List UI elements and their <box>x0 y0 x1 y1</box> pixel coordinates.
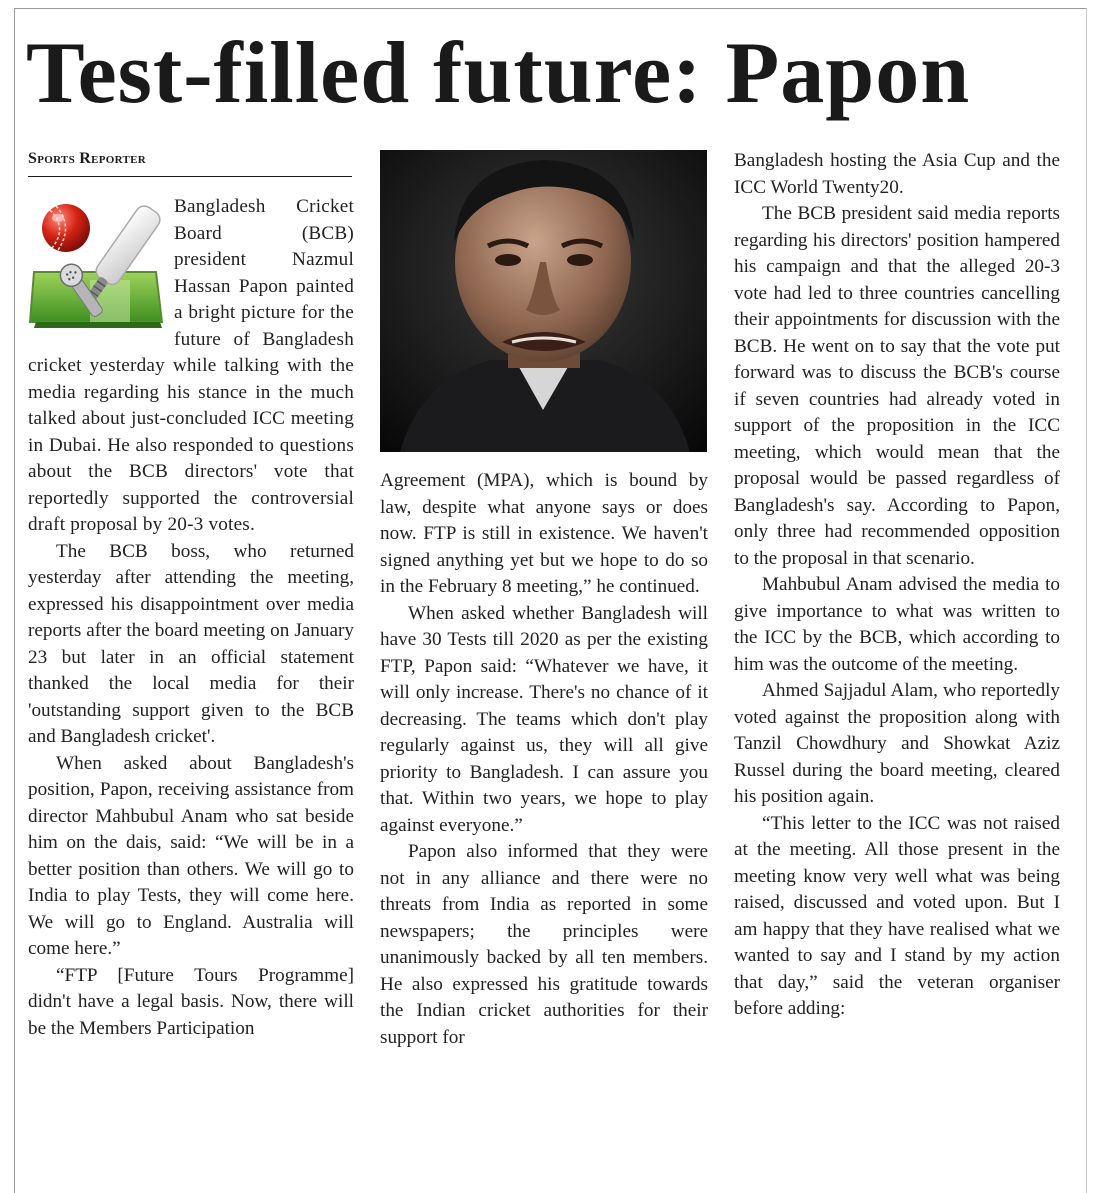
left-border-rule <box>14 8 15 1193</box>
paragraph: Mahbubul Anam advised the media to give importance to what was written to the ICC by the BCB, which according to him was the outcome of the meeting. <box>734 574 1060 675</box>
headline: Test-filled future: Papon <box>26 25 971 122</box>
paragraph: The BCB boss, who returned yesterday after attending the meeting, expressed his disappointment over media reports after the board meeting on January 23 but later in an official statement thanked the local media for their 'outstanding support given to the BCB and Bangladesh cricket'. <box>28 540 354 747</box>
paragraph: The BCB president said media reports regarding his directors' position hampered his campaign and that the alleged 20-3 vote had led to three countries cancelling their appointments for discussion with the BCB. He went on to say that the vote put forward was to discuss the BCB's course if seven countries had already voted in support of the proposition in the ICC meeting, which would mean that the proposal would be passed regardless of Bangladesh's say. According to Papon, only three had recommended opposition to the proposal in that scenario. <box>734 203 1060 569</box>
right-border-rule <box>1086 8 1087 1193</box>
article-column-1 <box>28 194 354 1042</box>
top-border-rule <box>14 8 1086 9</box>
cricket-ball-bat-icon <box>28 194 168 332</box>
paragraph: “This letter to the ICC was not raised at the meeting. All those present in the meeting know very well what was being raised, discussed and voted upon. But I am happy that they have realised what we wanted to say and I stand by my action that day,” said the veteran organiser before adding: <box>734 812 1060 1019</box>
paragraph: Ahmed Sajjadul Alam, who reportedly voted against the proposition along with Tanzil Chowdhury and Showkat Aziz Russel during the board meeting, cleared his position again. <box>734 680 1060 807</box>
papon-portrait <box>380 150 707 452</box>
article-column-2 <box>380 468 708 1051</box>
byline: Sports Reporter <box>28 150 352 177</box>
paragraph: When asked whether Bangladesh will have 30 Tests till 2020 as per the existing FTP, Papon said: “Whatever we have, it will only increase. There's no chance of it decreasing. The teams which don't play regularly against us, they will all give priority to Bangladesh. I can assure you that. Within two years, we hope to play against everyone.” <box>380 602 708 836</box>
paragraph: “FTP [Future Tours Programme] didn't have a legal basis. Now, there will be the Members Participation <box>28 964 354 1039</box>
paragraph: Bangladesh hosting the Asia Cup and the ICC World Twenty20. <box>734 150 1060 198</box>
article-column-3 <box>734 148 1060 1023</box>
paragraph: Bangladesh Cricket Board (BCB) president Nazmul Hassan Papon painted a bright picture for the future of Bangladesh cricket yesterday while talking with the media regarding his stance in the much talked about just-concluded ICC meeting in Dubai. He also responded to questions about the BCB directors' vote that reportedly supported the controversial draft proposal by 20-3 votes. <box>28 196 354 535</box>
paragraph: When asked about Bangladesh's position, Papon, receiving assistance from director Mahbubul Anam who sat beside him on the dais, said: “We will be in a better position than others. We will go to India to play Tests, they will come here. We will go to England. Australia will come here.” <box>28 752 354 959</box>
paragraph: Papon also informed that they were not in any alliance and there were no threats from India as reported in some newspapers; the principles were unanimously backed by all ten members. He also expressed his gratitude towards the Indian cricket authorities for their support for <box>380 841 708 1048</box>
paragraph: Agreement (MPA), which is bound by law, despite what anyone says or does now. FTP is still in existence. We haven't signed anything yet but we hope to do so in the February 8 meeting,” he continued. <box>380 470 708 597</box>
